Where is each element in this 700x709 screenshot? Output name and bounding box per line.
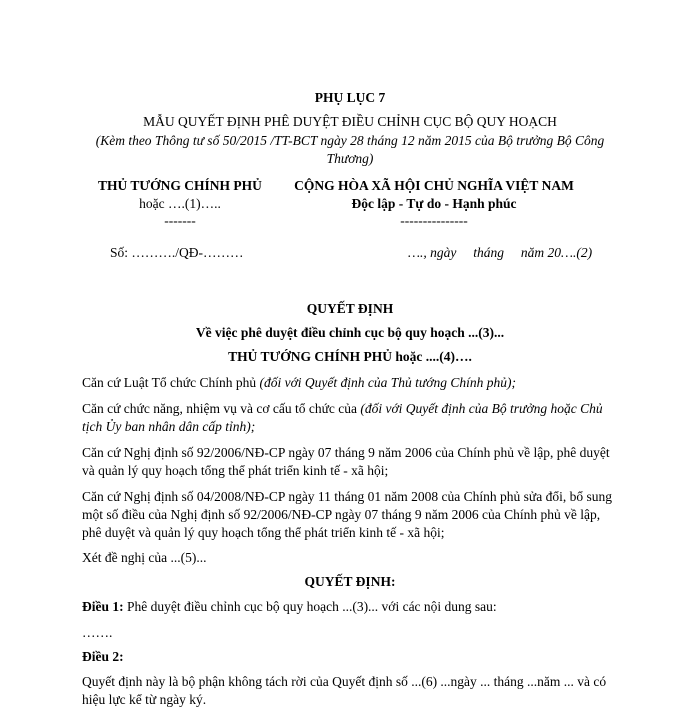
article-1-text: Phê duyệt điều chỉnh cục bộ quy hoạch ...(3)... với các nội dung sau: [123,599,497,614]
appendix-note-line1: (Kèm theo Thông tư số 50/2015 /TT-BCT ngày 28 tháng 12 năm 2015 của Bộ trưởng Bộ Công [95,133,605,148]
article-1-content-dots: ……. [82,625,113,640]
issuer-divider: ------- [164,213,196,228]
appendix-note-line2: Thương) [326,151,374,166]
basis-paragraph: Căn cứ Nghị định số 04/2008/NĐ-CP ngày 11 tháng 01 năm 2008 của Chính phủ sửa đổi, bổ sung một số điều của Nghị định số 92/2006/NĐ-CP ngày 07 tháng 9 năm 2006 của Chính phủ về lập, phê duyệt và quản lý quy hoạch tổng thể phát triển kinh tế - xã hội; [82,489,612,540]
nation-name: CỘNG HÒA XÃ HỘI CHỦ NGHĨA VIỆT NAM [294,178,574,193]
issuer-name: THỦ TƯỚNG CHÍNH PHỦ [98,178,262,193]
article-2-label: Điều 2: [82,649,124,664]
appendix-title: PHỤ LỤC 7 [314,90,386,105]
decision-number: Số: ………./QĐ-……… [110,245,244,260]
issuer-alt: hoặc ….(1)….. [139,196,221,211]
motto-divider: --------------- [400,213,468,228]
article-1-label: Điều 1: [82,599,124,614]
basis-paragraph: Căn cứ Luật Tổ chức Chính phủ (đối với Quyết định của Thủ tướng Chính phủ); [82,375,516,390]
basis-paragraph: Xét đề nghị của ...(5)... [82,550,207,565]
national-motto: Độc lập - Tự do - Hạnh phúc [351,196,517,211]
decision-title: QUYẾT ĐỊNH [306,301,394,316]
article-2-text: Quyết định này là bộ phận không tách rời của Quyết định số ...(6) ...ngày ... tháng ...năm ... và có hiệu lực kể từ ngày ký. [82,674,607,707]
decides-heading: QUYẾT ĐỊNH: [304,574,396,589]
basis-paragraph: Căn cứ Nghị định số 92/2006/NĐ-CP ngày 07 tháng 9 năm 2006 của Chính phủ về lập, phê duyệt và quản lý quy hoạch tổng thể phát triển kinh tế - xã hội; [82,445,610,478]
place-and-date: …., ngày tháng năm 20….(2) [408,245,593,260]
decision-authority: THỦ TƯỚNG CHÍNH PHỦ hoặc ....(4)…. [228,349,472,364]
decision-subject: Về việc phê duyệt điều chỉnh cục bộ quy hoạch ...(3)... [195,325,505,340]
basis-paragraph: Căn cứ chức năng, nhiệm vụ và cơ cấu tổ chức của (đối với Quyết định của Bộ trưởng hoặc Chủ tịch Ủy ban nhân dân cấp tỉnh); [82,401,603,434]
appendix-subtitle: MẪU QUYẾT ĐỊNH PHÊ DUYỆT ĐIỀU CHỈNH CỤC BỘ QUY HOẠCH [143,114,557,129]
article-1 [82,598,618,616]
